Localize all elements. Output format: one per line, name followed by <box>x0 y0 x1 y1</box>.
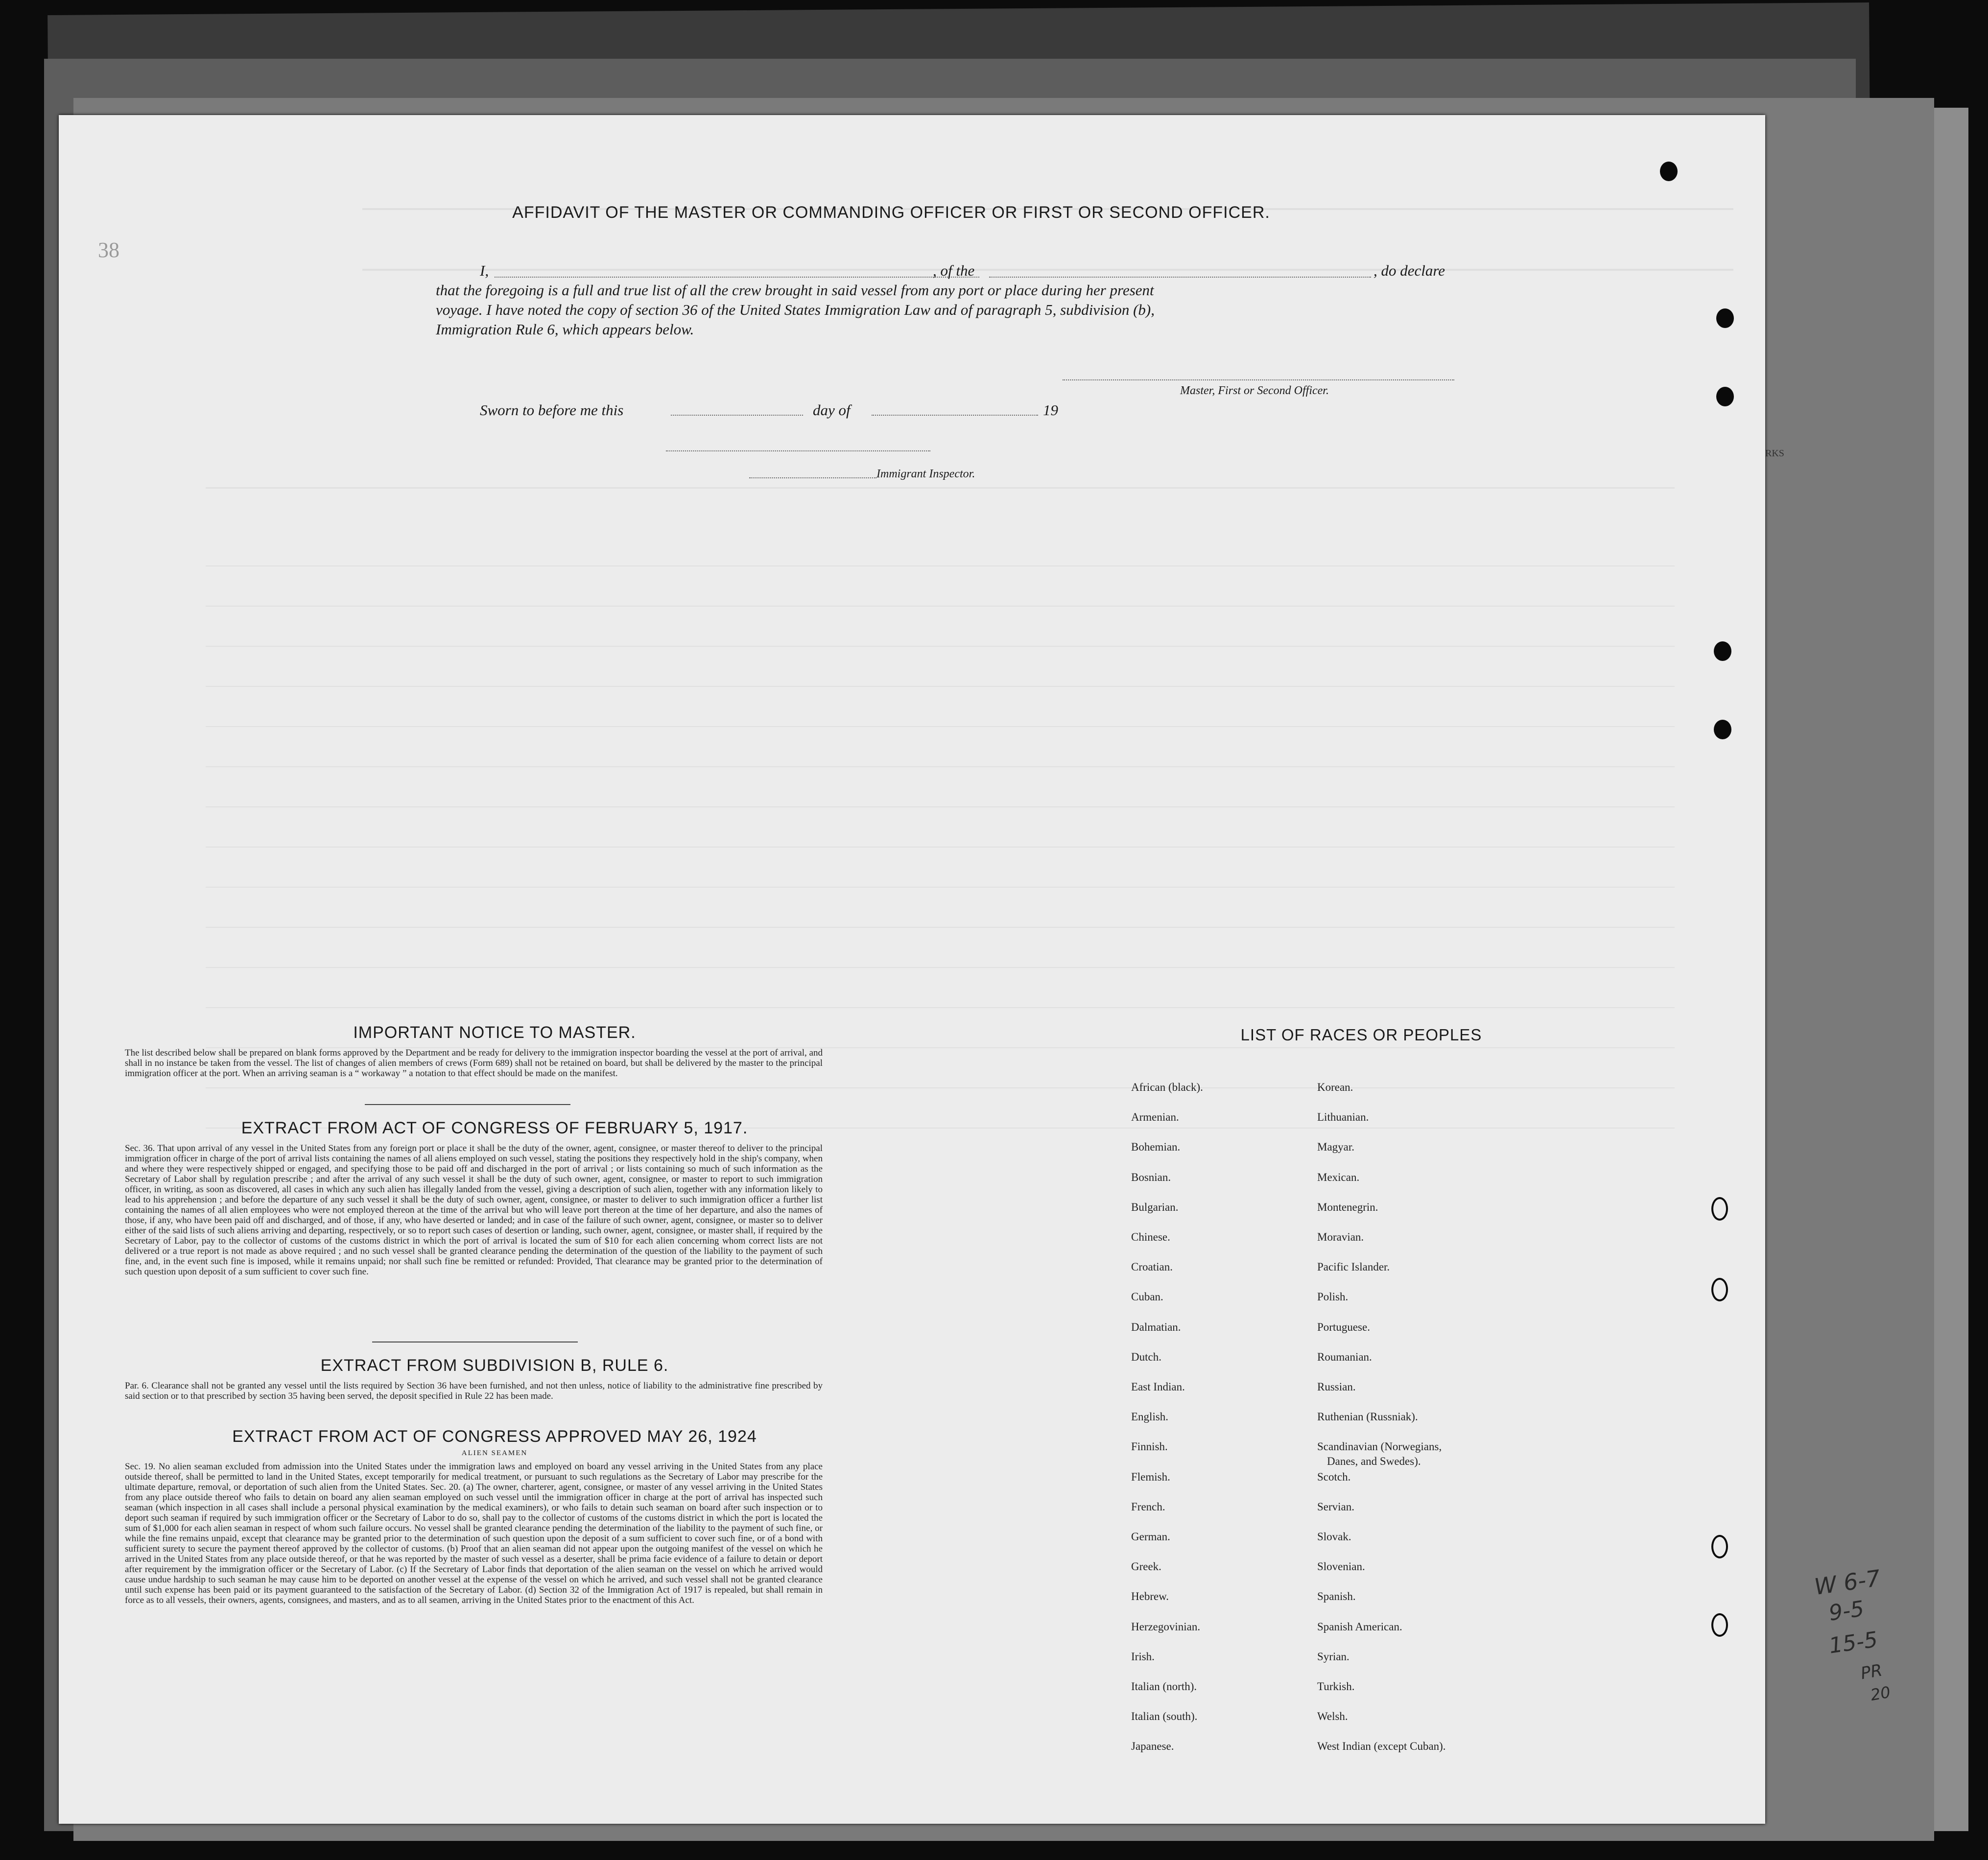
vessel-blank <box>989 277 1371 278</box>
race-item: Roumanian. <box>1317 1350 1372 1363</box>
affidavit-line: that the foregoing is a full and true list of all the crew brought in said vessel from any port or place during her present <box>436 282 1154 299</box>
inspector-label: Immigrant Inspector. <box>876 468 975 480</box>
race-item: Ruthenian (Russniak). <box>1317 1411 1418 1423</box>
race-item: Servian. <box>1317 1500 1355 1513</box>
punch-hole <box>1711 1613 1728 1637</box>
race-item: Turkish. <box>1317 1680 1355 1693</box>
race-item: Scotch. <box>1317 1470 1351 1483</box>
race-item: Syrian. <box>1317 1650 1349 1663</box>
extract-1917-body: Sec. 36. That upon arrival of any vessel in the United States from any foreign port or place it shall be the duty of the owner, agent, consignee, or master thereof to deliver to the principal immigration officer in charge of the port of arrival lists containing the names of all aliens employed on such vessel, stating the positions they respectively hold in the ship's company, when and where they were respectively shipped or engaged, and specifying those to be paid off and discharged in the port of arrival ; or lists containing so much of such information as the Secretary of Labor shall by regulation prescribe ; and after the arrival of any such vessel it shall be the duty of such owner, agent, consignee, or master to report to such immigration officer, in writing, as soon as discovered, all cases in which any such alien has illegally landed from the vessel, giving a description of such alien, together with any information likely to lead to his apprehension ; and before the departure of any such vessel it shall be the duty of such owner, agent, consignee, or master to deliver to such immigration officer a further list containing the names of all alien employees who were not employed thereon at the time of the arrival but who will leave port thereon at the time of her departure, and also the names of those, if any, who have been paid off and discharged, and of those, if any, who have deserted or landed; and in case of the failure of such owner, agent, consignee, or master so to deliver either of the said lists of such aliens arriving and departing, respectively, or so to report such cases of desertion or landing, such owner, agent, consignee, or master shall, if required by the Secretary of Labor, pay to the collector of customs of the customs district in which the port of arrival is located the sum of $10 for each alien concerning whom correct lists are not delivered or a true report is not made as above required ; and no such vessel shall be granted clearance pending the determination of the question of the liability to the payment of such fine, and, in the event such fine is imposed, while it remains unpaid; nor shall such fine be remitted or refunded: Provided, That clearance may be granted prior to the determination of such question upon deposit of a sum sufficient to cover such fine. <box>125 1143 823 1277</box>
race-item: Bohemian. <box>1131 1141 1181 1154</box>
extract-1924-body: Sec. 19. No alien seaman excluded from admission into the United States under the immigration laws and employed on board any vessel arriving in the United States from any place outside thereof, shall be permitted to land in the United States, except temporarily for medical treatment, or pursuant to such regulations as the Secretary of Labor may prescribe for the ultimate departure, removal, or deportation of such alien from the United States. Sec. 20. (a) The owner, charterer, agent, consignee, or master of any vessel arriving in the United States from any place outside thereof who fails to detain on board any alien seaman employed on such vessel until the immigration officer in charge at the port of arrival has inspected such seaman (which inspection in all cases shall include a personal physical examination by the medical examiners), or who fails to detain such seaman on board after such inspection or to deport such seaman if required by such immigration officer or the Secretary of Labor to do so, shall pay to the collector of customs of the customs district in which the port is located the sum of $1,000 for each alien seaman in respect of whom such failure occurs. No vessel shall be granted clearance pending the determination of the liability to the payment of such fine, or while the fine remains unpaid, except that clearance may be granted prior to the determination of such question upon the deposit of a sum sufficient to cover such fine, or of a bond with sufficient surety to secure the payment thereof approved by the collector of customs. (b) Proof that an alien seaman did not appear upon the outgoing manifest of the vessel on which he arrived in the United States from any place outside thereof, or that he was reported by the master of such vessel as a deserter, shall be prima facie evidence of a failure to detain or deport after requirement by the immigration officer or the Secretary of Labor. (c) If the Secretary of Labor finds that deportation of the alien seaman on the vessel on which he arrived would cause undue hardship to such seaman he may cause him to be deported on another vessel at the expense of the vessel on which he arrived, and such vessel shall not be granted clearance until such expense has been paid or its payment guaranteed to the satisfaction of the Secretary of Labor. (d) Section 32 of the Immigration Act of 1917 is repealed, but shall remain in force as to all vessels, their owners, agents, consignees, and masters, and as to all seamen, arriving in the United States prior to the enactment of this Act. <box>125 1461 823 1605</box>
handwritten-note: 9-5 <box>1827 1596 1866 1626</box>
race-item: African (black). <box>1131 1081 1203 1093</box>
race-item: Magyar. <box>1317 1141 1355 1154</box>
race-item: Mexican. <box>1317 1171 1360 1183</box>
race-item: Finnish. <box>1131 1440 1168 1453</box>
affidavit-title: AFFIDAVIT OF THE MASTER OR COMMANDING OFFICER OR FIRST OR SECOND OFFICER. <box>512 203 1270 222</box>
affidavit-i: I, <box>480 262 489 279</box>
race-item: West Indian (except Cuban). <box>1317 1740 1446 1753</box>
margin-number: 38 <box>98 238 119 262</box>
race-item: Moravian. <box>1317 1231 1364 1243</box>
extract-1924-subtitle: ALIEN SEAMEN <box>461 1449 528 1457</box>
race-item: Hebrew. <box>1131 1590 1169 1603</box>
punch-hole <box>1716 387 1734 406</box>
races-title: LIST OF RACES OR PEOPLES <box>1240 1026 1482 1044</box>
race-item: Pacific Islander. <box>1317 1261 1390 1273</box>
extract-1917-title: EXTRACT FROM ACT OF CONGRESS OF FEBRUARY 5, 1917. <box>241 1119 748 1137</box>
notice-title: IMPORTANT NOTICE TO MASTER. <box>353 1023 636 1042</box>
race-item: Korean. <box>1317 1081 1353 1093</box>
race-item: Spanish. <box>1317 1590 1356 1603</box>
year-prefix: 19 <box>1043 401 1058 419</box>
punch-hole <box>1711 1197 1728 1221</box>
day-blank <box>671 415 803 416</box>
edge-label: RKS <box>1765 448 1784 459</box>
race-item: Slovak. <box>1317 1530 1351 1543</box>
master-signature-line <box>1063 379 1454 380</box>
punch-hole <box>1714 641 1731 661</box>
race-item: Slovenian. <box>1317 1560 1365 1573</box>
bleed-through <box>206 487 1675 498</box>
race-item: Herzegovinian. <box>1131 1620 1201 1633</box>
race-item: Chinese. <box>1131 1231 1170 1243</box>
affidavit-line: Immigration Rule 6, which appears below. <box>436 321 694 338</box>
race-item: English. <box>1131 1411 1169 1423</box>
inspector-signature-line-1 <box>666 450 930 451</box>
extract-rule6-body: Par. 6. Clearance shall not be granted any vessel until the lists required by Section 36 have been furnished, and not then unless, notice of liability to the administrative fine prescribed by said section or to that prescribed by section 35 having been served, the deposit specified in Rule 22 has been made. <box>125 1381 823 1401</box>
punch-hole <box>1660 162 1678 181</box>
day-of-label: day of <box>813 401 851 419</box>
sworn-label: Sworn to before me this <box>480 401 624 419</box>
race-item: Flemish. <box>1131 1470 1170 1483</box>
inspector-signature-line-2 <box>749 477 876 478</box>
extract-1924-title: EXTRACT FROM ACT OF CONGRESS APPROVED MAY 26, 1924 <box>232 1427 757 1446</box>
separator <box>365 1104 570 1105</box>
race-item: Greek. <box>1131 1560 1161 1573</box>
extract-rule6-title: EXTRACT FROM SUBDIVISION B, RULE 6. <box>320 1356 669 1375</box>
race-item: Dalmatian. <box>1131 1320 1181 1333</box>
handwritten-note: W 6-7 <box>1812 1564 1882 1601</box>
punch-hole <box>1716 308 1734 328</box>
notice-body: The list described below shall be prepared on blank forms approved by the Department and be ready for delivery to the immigration inspector boarding the vessel at the port of arrival, and shall in no instance be taken from the vessel. The list of changes of alien members of crews (Form 689) shall not be retained on board, but shall be delivered by the master to the principal immigration officer at the port. When an arriving seaman is a “ workaway ” a notation to that effect should be made on the manifest. <box>125 1048 823 1079</box>
race-item: French. <box>1131 1500 1165 1513</box>
race-item: Polish. <box>1317 1291 1349 1303</box>
handwritten-note: 15-5 <box>1827 1627 1879 1659</box>
race-item: Portuguese. <box>1317 1320 1370 1333</box>
affidavit-of-the: , of the <box>933 262 975 279</box>
handwritten-note: PR <box>1859 1660 1884 1684</box>
affidavit-line: voyage. I have noted the copy of section 36 of the United States Immigration Law and of paragraph 5, subdivision (b), <box>436 301 1155 318</box>
race-item: Bulgarian. <box>1131 1201 1179 1213</box>
race-item: Bosnian. <box>1131 1171 1171 1183</box>
name-blank <box>495 277 979 278</box>
race-item: Japanese. <box>1131 1740 1174 1753</box>
race-item: Russian. <box>1317 1381 1356 1393</box>
master-signature-label: Master, First or Second Officer. <box>1180 384 1329 397</box>
punch-hole <box>1711 1278 1728 1301</box>
race-item: Scandinavian (Norwegians, <box>1317 1440 1442 1453</box>
race-item: Irish. <box>1131 1650 1155 1663</box>
race-item: Welsh. <box>1317 1710 1348 1723</box>
race-item: Armenian. <box>1131 1111 1179 1124</box>
race-item: Cuban. <box>1131 1291 1163 1303</box>
document-page <box>59 115 1784 1824</box>
punch-hole <box>1714 720 1731 739</box>
affidavit-declare: , do declare <box>1373 262 1445 279</box>
race-item: Lithuanian. <box>1317 1111 1369 1124</box>
race-item: East Indian. <box>1131 1381 1185 1393</box>
punch-hole <box>1711 1535 1728 1558</box>
race-item: Montenegrin. <box>1317 1201 1378 1213</box>
race-item: Italian (north). <box>1131 1680 1197 1693</box>
race-item: Dutch. <box>1131 1350 1161 1363</box>
race-item: Danes, and Swedes). <box>1327 1455 1421 1468</box>
race-item: Croatian. <box>1131 1261 1173 1273</box>
month-blank <box>872 415 1038 416</box>
race-item: Italian (south). <box>1131 1710 1198 1723</box>
race-item: German. <box>1131 1530 1170 1543</box>
race-item: Spanish American. <box>1317 1620 1402 1633</box>
handwritten-note: 20 <box>1869 1682 1892 1705</box>
